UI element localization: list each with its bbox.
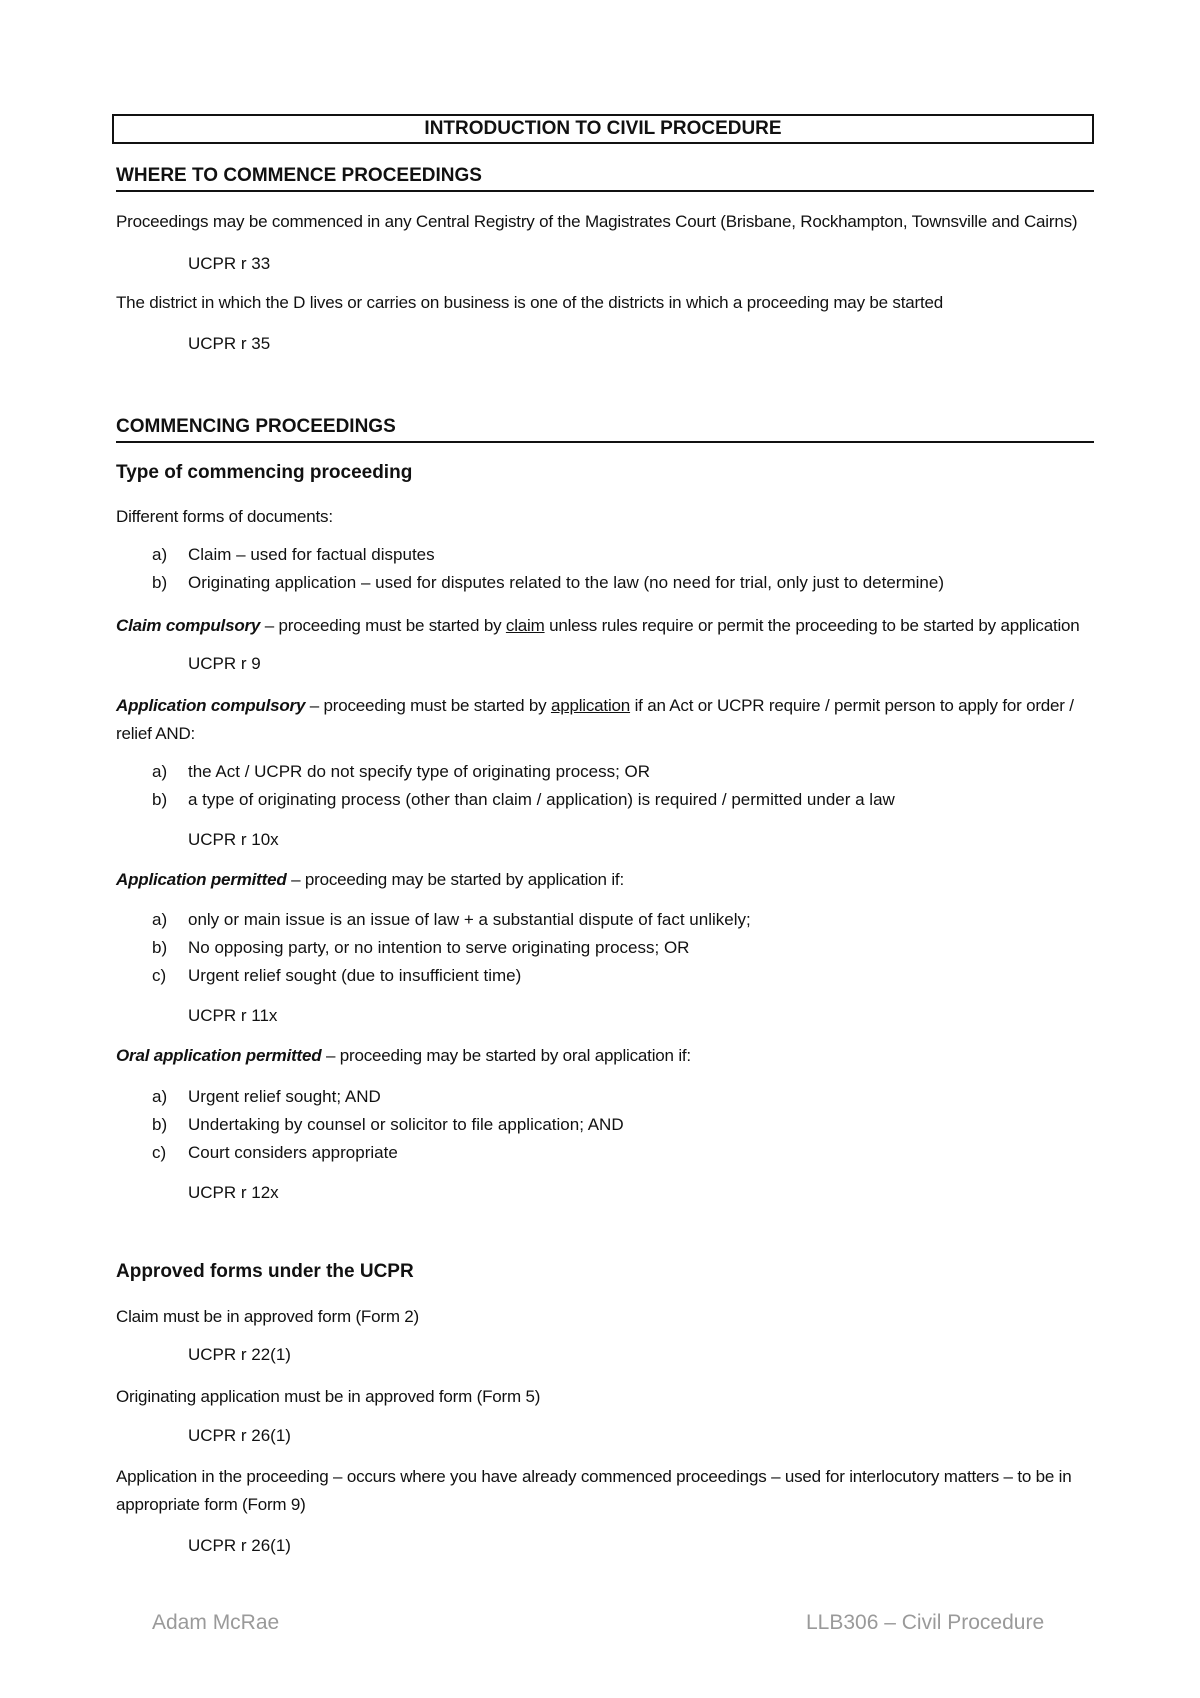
paragraph-claim-form: Claim must be in approved form (Form 2) bbox=[116, 1307, 420, 1326]
document-title: INTRODUCTION TO CIVIL PROCEDURE bbox=[112, 114, 1094, 144]
reference-r22: UCPR r 22(1) bbox=[188, 1345, 291, 1364]
paragraph-application-permitted: Application permitted – proceeding may be started by application if: bbox=[116, 870, 624, 889]
paragraph-district: The district in which the D lives or carries on business is one of the districts in which a proceeding may be started bbox=[116, 293, 943, 312]
list-item: b) a type of originating process (other than claim / application) is required / permitted under a law bbox=[152, 790, 895, 809]
subheading-type-of-proceeding: Type of commencing proceeding bbox=[116, 462, 413, 483]
list-item: b) No opposing party, or no intention to serve originating process; OR bbox=[152, 938, 690, 957]
paragraph-registry: Proceedings may be commenced in any Central Registry of the Magistrates Court (Brisbane, Rockhampton, Townsville and Cairns) bbox=[116, 212, 1078, 231]
footer-course: LLB306 – Civil Procedure bbox=[806, 1611, 1045, 1634]
paragraph-originating-form: Originating application must be in approved form (Form 5) bbox=[116, 1387, 541, 1406]
paragraph-application-in-proceeding: Application in the proceeding – occurs where you have already commenced proceedings – used for interlocutory matters – to be in appropriate form (Form 9) bbox=[116, 1467, 1072, 1514]
reference-r10x: UCPR r 10x bbox=[188, 830, 279, 849]
reference-r26: UCPR r 26(1) bbox=[188, 1426, 291, 1445]
section-heading-commencing: COMMENCING PROCEEDINGS bbox=[116, 416, 1094, 443]
paragraph-oral-application: Oral application permitted – proceeding may be started by oral application if: bbox=[116, 1046, 691, 1065]
list-item: b) Originating application – used for disputes related to the law (no need for trial, only just to determine) bbox=[152, 573, 944, 592]
list-item: a) Urgent relief sought; AND bbox=[152, 1087, 381, 1106]
subheading-approved-forms: Approved forms under the UCPR bbox=[116, 1261, 414, 1282]
list-item: b) Undertaking by counsel or solicitor to file application; AND bbox=[152, 1115, 624, 1134]
paragraph-forms-intro: Different forms of documents: bbox=[116, 507, 333, 526]
reference-r9: UCPR r 9 bbox=[188, 654, 261, 673]
list-item: a) the Act / UCPR do not specify type of originating process; OR bbox=[152, 762, 651, 781]
paragraph-application-compulsory: Application compulsory – proceeding must be started by application if an Act or UCPR require / permit person to apply for order / relief AND: bbox=[116, 696, 1074, 743]
list-item: c) Court considers appropriate bbox=[152, 1143, 398, 1162]
reference-r35: UCPR r 35 bbox=[188, 334, 271, 353]
list-item: a) Claim – used for factual disputes bbox=[152, 545, 435, 564]
paragraph-claim-compulsory: Claim compulsory – proceeding must be started by claim unless rules require or permit the proceeding to be started by application bbox=[116, 616, 1080, 635]
list-item: c) Urgent relief sought (due to insufficient time) bbox=[152, 966, 522, 985]
section-heading-where-to-commence: WHERE TO COMMENCE PROCEEDINGS bbox=[116, 165, 1094, 192]
reference-r11x: UCPR r 11x bbox=[188, 1006, 278, 1025]
reference-r12x: UCPR r 12x bbox=[188, 1183, 279, 1202]
list-item: a) only or main issue is an issue of law + a substantial dispute of fact unlikely; bbox=[152, 910, 751, 929]
reference-r26: UCPR r 26(1) bbox=[188, 1536, 291, 1555]
footer-author: Adam McRae bbox=[152, 1611, 280, 1634]
reference-r33: UCPR r 33 bbox=[188, 254, 271, 273]
